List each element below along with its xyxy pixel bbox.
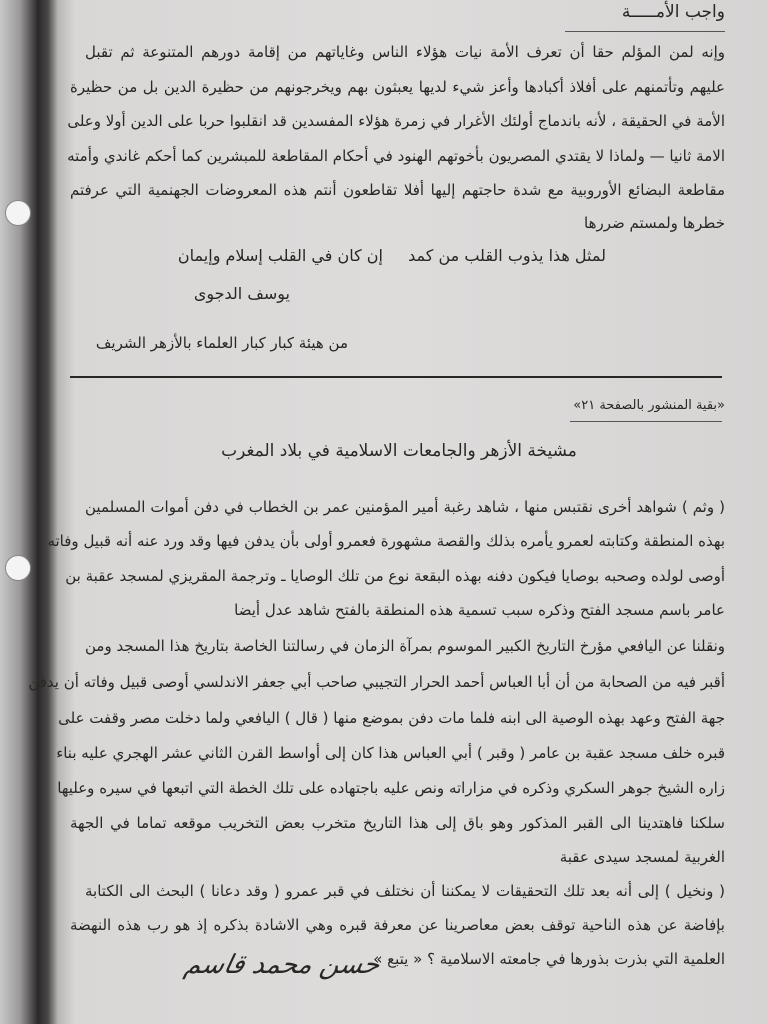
author-name: يوسف الدجوى [193,284,290,303]
paragraph-line: أوصى لولده وصحبه بوصايا فيكون دفنه بهذه البقعة نوع من تلك الوصايا ـ وترجمة المقريزي لمسجد عقبة بن [65,567,725,585]
paragraph-line: جهة الفتح وعهد بهذه الوصية الى ابنه فلما مات دفن بموضع منها ( قال ) اليافعي ولما دخلت مصر وقفت على [58,709,725,727]
author-affiliation: من هيئة كبار كبار العلماء بالأزهر الشريف [95,334,348,352]
note-underline [570,421,722,422]
article-title: مشيخة الأزهر والجامعات الاسلامية في بلاد المغرب [221,441,577,461]
paragraph-line: ( وثم ) شواهد أخرى نقتبس منها ، شاهد رغبة أمير المؤمنين عمر بن الخطاب في دفن أموات المسلمين [85,498,725,516]
paragraph-line: عامر باسم مسجد الفتح وذكره سبب تسمية هذه المنطقة بالفتح شاهد عدل أيضا [234,601,725,619]
paragraph-line: مقاطعة البضائع الأوروبية مع شدة حاجتهم إليها أفلا تقاطعون أنتم هذه المعروضات الجهنمية التي عرفتم [70,181,725,199]
paragraph-line: ونقلنا عن اليافعي مؤرخ التاريخ الكبير الموسوم بمرآة الزمان في رسالتنا الخاصة بتاريخ هذا المسجد ومن [85,637,725,655]
verse-second-hemistich: إن كان في القلب إسلام وإيمان [177,246,383,265]
author-signature: حسن محمد قاسم [181,950,383,980]
paragraph-line: قبره خلف مسجد عقبة بن عامر ( وقبر ) أبي العباس هذا كان إلى أواسط القرن الثاني عشر الهجري عليه بناء [56,744,725,762]
paragraph-line: أقبر فيه من الصحابة من أن أبا العباس أحمد الحرار التجيبي صاحب أبي جعفر الاندلسي أوصى قبيل وفاته أن يدفن [28,673,725,691]
paragraph-line: سلكنا فاهتدينا الى القبر المذكور وهو باق إلى هذا التاريخ متخرب بعض التخريب موقعه تماما في الجهة [70,814,725,832]
paragraph-line: العلمية التي بذرت بذورها في جامعته الاسلامية ؟ « يتبع » [373,950,725,968]
continuation-note: «بقية المنشور بالصفحة ٢١» [573,398,725,413]
paragraph-line: بإفاضة عن هذه الناحية توقف بعض معاصرينا عن معرفة قبره وهي الاشادة بذكره إذ هو رب هذه النهضة [70,916,725,934]
paragraph-line: خطرها ولمستم ضررها [584,214,725,232]
section-divider [70,376,722,378]
verse-first-hemistich: لمثل هذا يذوب القلب من كمد [408,246,606,265]
paragraph-line: بهذه المنطقة وكتابته لعمرو يأمره بذلك والقصة مشهورة فعمرو أولى بأن يدفن فيها وقد ورد عنه أنه قبيل وفاته [47,532,725,550]
paragraph-line: وإنه لمن المؤلم حقا أن تعرف الأمة نيات هؤلاء الناس وغاياتهم من إقامة دورهم المتنوعة ثم تقبل [85,43,725,61]
paragraph-line: الغربية لمسجد سيدى عقبة [559,848,725,866]
paragraph-line: عليهم وتأتمنهم على أفلاذ أكبادها وأعز شيء لديها يعبثون بهم ويخرجونهم من حظيرة الدين بل من حظيرة [70,78,725,96]
paragraph-line: زاره الشيخ جوهر السكري وذكره في مزاراته ونص عليه باجتهاده على تلك الخطة التي اتبعها في سيره وعليها [57,779,725,797]
binder-hole [5,555,31,581]
paragraph-line: الأمة في الحقيقة ، لأنه باندماج أولئك الأغرار في زمرة هؤلاء المفسدين قد انقلبوا حربا على الدين أولا وعلى [67,112,725,130]
section-heading: واجب الأمـــــة [621,2,725,22]
paragraph-line: الامة ثانيا — ولماذا لا يقتدي المصريون بأخوتهم الهنود في أحكام المقاطعة للمبشرين كما أحكم غاندي وأمته [67,147,725,165]
heading-underline [565,31,725,32]
paragraph-line: ( ونخيل ) إلى أنه بعد تلك التحقيقات لا يمكننا أن نختلف في قبر عمرو ( وقد دعانا ) البحث الى الكتابة [85,882,725,900]
binder-hole [5,200,31,226]
